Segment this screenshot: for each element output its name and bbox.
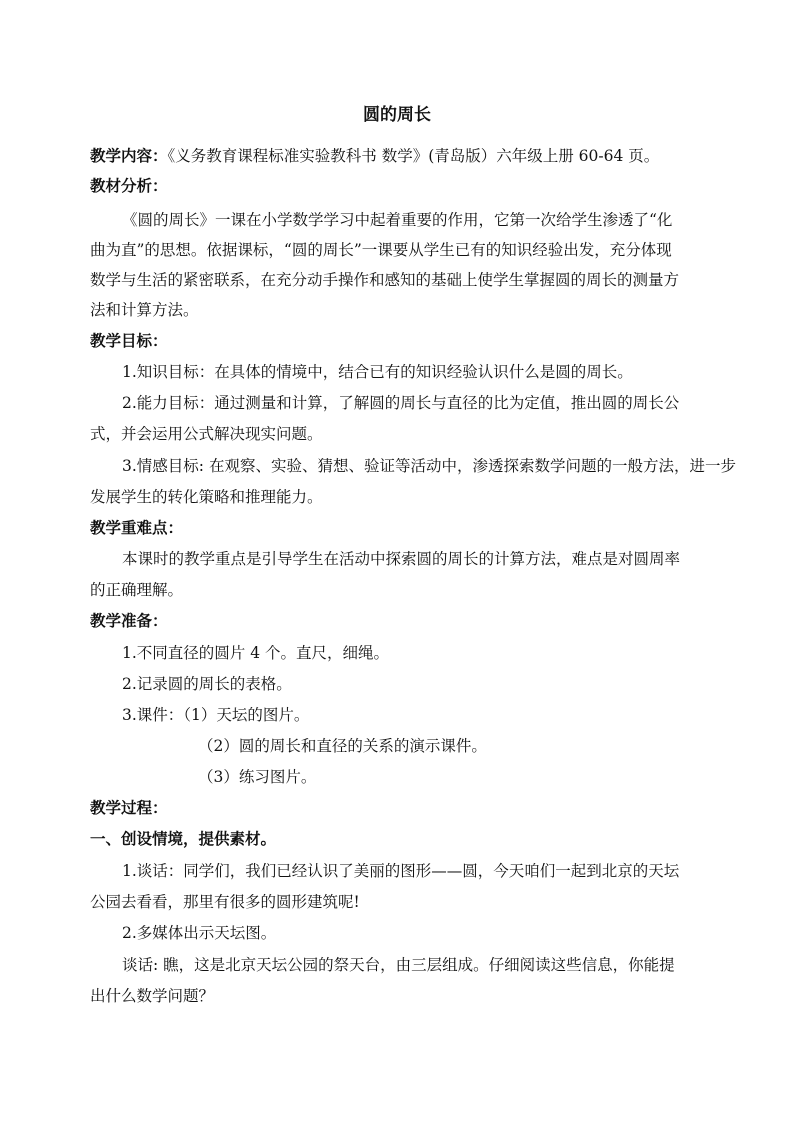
analysis-line: 《圆的周长》一课在小学数学学习中起着重要的作用，它第一次给学生渗透了“化: [122, 211, 673, 229]
content-text: 《义务教育课程标准实验教科书 数学》(青岛版）六年级上册 60-64 页。: [167, 147, 660, 165]
prep-heading: 教学准备：: [90, 612, 168, 630]
goals-heading: 教学目标：: [90, 332, 168, 350]
prep-line: （3）练习图片。: [198, 768, 317, 786]
keypoints-heading: 教学重难点：: [90, 519, 184, 537]
analysis-line: 数学与生活的紧密联系，在充分动手操作和感知的基础上使学生掌握圆的周长的测量方: [90, 271, 680, 289]
goals-line: 2.能力目标：通过测量和计算，了解圆的周长与直径的比为定值，推出圆的周长公: [122, 394, 680, 412]
page-title: 圆的周长: [363, 105, 431, 125]
prep-line: （2）圆的周长和直径的关系的演示课件。: [198, 737, 487, 755]
prep-line: 1.不同直径的圆片 4 个。直尺，细绳。: [122, 644, 390, 662]
keypoints-line: 本课时的教学重点是引导学生在活动中探索圆的周长的计算方法，难点是对圆周率: [122, 550, 681, 568]
content-line: [90, 146, 659, 166]
process-line: 谈话: 瞧，这是北京天坛公园的祭天台，由三层组成。仔细阅读这些信息，你能提: [122, 956, 675, 974]
goals-line: 1.知识目标：在具体的情境中，结合已有的知识经验认识什么是圆的周长。: [122, 363, 633, 381]
goals-line: 3.情感目标: 在观察、实验、猜想、验证等活动中，渗透探索数学问题的一般方法，进一步: [122, 457, 736, 475]
process-line: 公园去看看，那里有很多的圆形建筑呢!: [90, 893, 360, 911]
process-line: 1.谈话：同学们，我们已经认识了美丽的图形——圆，今天咱们一起到北京的天坛: [122, 862, 680, 880]
prep-line: 2.记录圆的周长的表格。: [122, 675, 292, 693]
process-section-1: 一、创设情境，提供素材。: [90, 830, 277, 848]
analysis-heading: 教材分析：: [90, 177, 168, 195]
goals-line: 发展学生的转化策略和推理能力。: [90, 488, 323, 506]
process-line: 2.多媒体出示天坛图。: [122, 924, 277, 942]
analysis-line: 法和计算方法。: [90, 301, 199, 319]
process-heading: 教学过程：: [90, 799, 168, 817]
process-line: 出什么数学问题？: [90, 987, 215, 1005]
prep-line: 3.课件：（1）天坛的图片。: [122, 706, 310, 724]
keypoints-line: 的正确理解。: [90, 581, 184, 599]
content-label: 教学内容：: [90, 147, 168, 165]
goals-line: 式，并会运用公式解决现实问题。: [90, 425, 323, 443]
analysis-line: 曲为直”的思想。依据课标，“圆的周长”一课要从学生已有的知识经验出发，充分体现: [90, 241, 672, 259]
